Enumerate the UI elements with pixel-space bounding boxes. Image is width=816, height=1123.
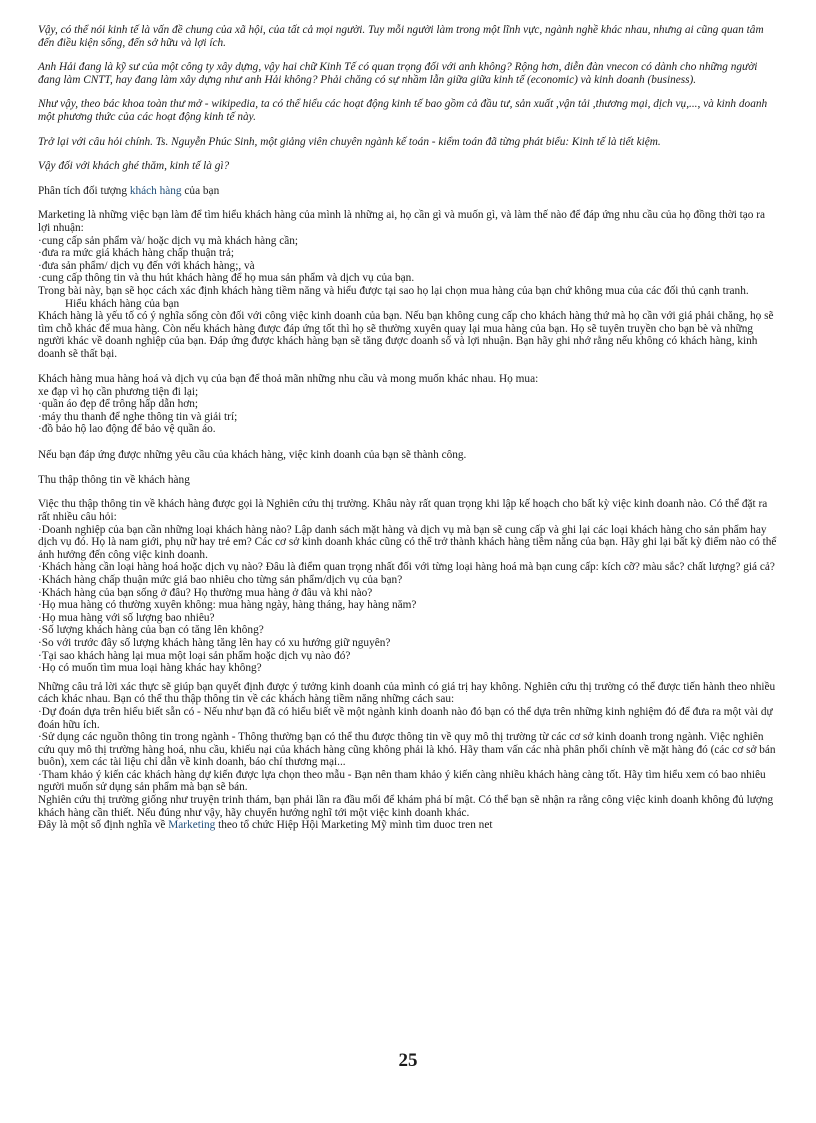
final-line [38, 819, 780, 832]
question-item: ·Doanh nghiệp của bạn cần những loại khách hàng nào? Lập danh sách mặt hàng và dịch vụ mà bạn sẽ cung cấp và ghi lại các loại khách hàng cho sản phẩm hay dịch vụ đó. Họ là nam giới, phụ nữ hay trẻ em? Các cơ sở kinh doanh khác cũng có thể trở thành khách hàng tiềm năng của bạn. Hãy ghi lại bất kỳ điểm nào có thể ảnh hưởng đến công việc kinh doanh. [38, 523, 777, 561]
paragraph: Khách hàng mua hàng hoá và dịch vụ của bạn để thoả mãn những nhu cầu và mong muốn khác nhau. Họ mua: [38, 373, 539, 386]
paragraph: Trong bài này, bạn sẽ học cách xác định khách hàng tiềm năng và hiểu được tại sao họ lại chọn mua hàng của bạn chứ không mua của các đối thủ cạnh tranh. [38, 284, 749, 297]
question-item: ·Khách hàng của bạn sống ở đâu? Họ thường mua hàng ở đâu và khi nào? [38, 586, 373, 599]
intro-paragraph: Anh Hải đang là kỹ sư của một công ty xây dựng, vậy hai chữ Kinh Tế có quan trọng đối với anh không? Rộng hơn, diễn đàn vnecon có dành cho những người đang làm CNTT, hay đang làm xây dựng như anh Hải không? Phải chăng có sự nhầm lẫn giữa giữa kinh tế (economic) và kinh doanh (business). [38, 61, 758, 86]
list-item: ·cung cấp thông tin và thu hút khách hàng để họ mua sản phẩm và dịch vụ của bạn. [38, 272, 415, 285]
intro-paragraph: Như vậy, theo bác khoa toàn thư mở - wikipedia, ta có thể hiểu các hoạt động kinh tế bao gồm cả đầu tư, sản xuất ,vận tải ,thương mại, dịch vụ,..., và kinh doanh một phương thức của các hoạt động kinh tế này. [38, 98, 768, 123]
paragraph: Nghiên cứu thị trường giống như truyện trinh thám, bạn phải lần ra đầu mối để khám phá bí mật. Có thể bạn sẽ nhận ra rằng công việc kinh doanh không đủ lượng khách hàng cần thiết. Nếu đúng như vậy, hãy chuyển hướng nghĩ tới một việc kinh doanh khác. [38, 794, 774, 819]
paragraph: Nếu bạn đáp ứng được những yêu cầu của khách hàng, việc kinh doanh của bạn sẽ thành công. [38, 448, 467, 461]
final-line-text: Đây là một số định nghĩa về [38, 819, 169, 832]
intro-question: Vậy đối với khách ghé thăm, kinh tế là gì? [38, 160, 230, 173]
intro-paragraph: Trở lại với câu hỏi chính. Ts. Nguyễn Phúc Sinh, một giảng viên chuyên ngành kế toán - kiểm toán đã từng phát biểu: Kinh tế là tiết kiệm. [38, 135, 661, 148]
final-line-text: theo tổ chức Hiệp Hội Marketing Mỹ mình tìm duoc tren net [215, 819, 493, 832]
question-item: ·Khách hàng cần loại hàng hoá hoặc dịch vụ nào? Đâu là điểm quan trọng nhất đối với từng loại hàng hoá mà bạn cung cấp: kích cỡ? màu sắc? chất lượng? giá cả? [38, 561, 775, 574]
question-item: ·Tại sao khách hàng lại mua một loại sản phẩm hoặc dịch vụ nào đó? [38, 649, 351, 662]
question-item: ·Họ mua hàng với số lượng bao nhiêu? [38, 611, 215, 624]
method-item: ·Sử dụng các nguồn thông tin trong ngành - Thông thường bạn có thể thu được thông tin về quy mô thị trường từ các cơ sở kinh doanh trong ngành. Việc nghiên cứu quy mô thị trường hàng hoá, nhu cầu, khiếu nại của khách hàng cũng không phải là khó. Hãy tham vấn các nhà phân phối chính về mặt hàng đó (các cơ sở bán buôn), xem các tài liệu chỉ dẫn về kinh doanh, báo chí thương mại... [38, 731, 776, 769]
question-item: ·So với trước đây số lượng khách hàng tăng lên hay có xu hướng giữ nguyên? [38, 636, 391, 649]
page-number: 25 [398, 1050, 418, 1071]
page-content [38, 24, 780, 832]
intro-block [38, 24, 780, 173]
paragraph: Những câu trả lời xác thực sẽ giúp bạn quyết định được ý tưởng kinh doanh của mình có giá trị hay không. Nghiên cứu thị trường có thể được tiến hành theo nhiều cách khác nhau. Bạn có thể thu thập thông tin về các khách hàng tiềm năng những cách sau: [38, 680, 776, 706]
method-item: ·Tham khảo ý kiến các khách hàng dự kiến được lựa chọn theo mẫu - Bạn nên tham khảo ý kiến càng nhiều khách hàng càng tốt. Hãy tìm hiểu xem có bao nhiêu người muốn sử dụng sản phẩm mà bạn sẽ bán. [38, 768, 766, 794]
section-title-customer-analysis [38, 185, 780, 198]
section-title-text: của bạn [181, 184, 220, 197]
paragraph: Việc thu thập thông tin về khách hàng được gọi là Nghiên cứu thị trường. Khâu này rất quan trọng khi lập kế hoạch cho bất kỳ việc kinh doanh nào. Có thể đặt ra rất nhiều câu hỏi: [38, 498, 768, 523]
section-title-collect-info: Thu thập thông tin về khách hàng [38, 473, 190, 486]
question-item: ·Khách hàng chấp thuận mức giá bao nhiêu cho từng sản phẩm/dịch vụ của bạn? [38, 573, 403, 586]
question-item: ·Họ có muốn tìm mua loại hàng khác hay không? [38, 662, 262, 675]
list-item: ·đưa sản phẩm/ dịch vụ đến với khách hàng;, và [38, 259, 255, 272]
section-title-text: Phân tích đối tượng [38, 184, 130, 197]
question-item: ·Số lượng khách hàng của bạn có tăng lên không? [38, 624, 264, 637]
paragraph: Khách hàng là yếu tố có ý nghĩa sống còn đối với công việc kinh doanh của bạn. Nếu bạn không cung cấp cho khách hàng thứ mà họ cần với giá phải chăng, họ sẽ tìm chỗ khác để mua hàng. Còn nếu khách hàng được đáp ứng tốt thì họ sẽ thường xuyên quay lại mua hàng của bạn. Họ sẽ tuyên truyền cho bạn bè và những người khác về doanh nghiệp của bạn. Đáp ứng được khách hàng bạn sẽ tăng được doanh số và lợi nhuận. Bạn hãy ghi nhớ rằng nếu không có khách hàng, kinh doanh sẽ thất bại. [38, 310, 774, 360]
paragraph: Marketing là những việc bạn làm để tìm hiểu khách hàng của mình là những ai, họ cần gì và muốn gì, và làm thế nào để đáp ứng nhu cầu của họ đồng thời tạo ra lợi nhuận: [38, 209, 766, 234]
list-item: ·đưa ra mức giá khách hàng chấp thuận trả; [38, 247, 235, 260]
intro-paragraph: Vậy, có thể nói kinh tế là vấn đề chung của xã hội, của tất cả mọi người. Tuy mỗi người làm trong một lĩnh vực, ngành nghề khác nhau, nhưng ai cũng quan tâm đến điều kiện sống, đến sở hữu và lợi ích. [38, 24, 764, 49]
list-item: xe đạp vì họ cần phương tiện đi lại; [38, 385, 199, 398]
question-item: ·Họ mua hàng có thường xuyên không: mua hàng ngày, hàng tháng, hay hàng năm? [38, 599, 417, 612]
subheading: Hiểu khách hàng của bạn [65, 297, 180, 310]
list-item: ·quần áo đẹp để trông hấp dẫn hơn; [38, 398, 199, 411]
method-item: ·Dự đoán dựa trên hiểu biết sẵn có - Nếu như bạn đã có hiểu biết về một ngành kinh doanh nào đó bạn có thể dựa trên những kinh nghiệm đó để đưa ra một vài dự đoán hữu ích. [38, 705, 773, 731]
list-item: ·máy thu thanh để nghe thông tin và giải trí; [38, 410, 238, 423]
khach-hang-link[interactable]: khách hàng [129, 184, 182, 197]
list-item: ·đồ bảo hộ lao động để bảo vệ quần áo. [38, 423, 216, 436]
list-item: ·cung cấp sản phẩm và/ hoặc dịch vụ mà khách hàng cần; [38, 234, 299, 247]
marketing-link[interactable]: Marketing [168, 819, 216, 832]
